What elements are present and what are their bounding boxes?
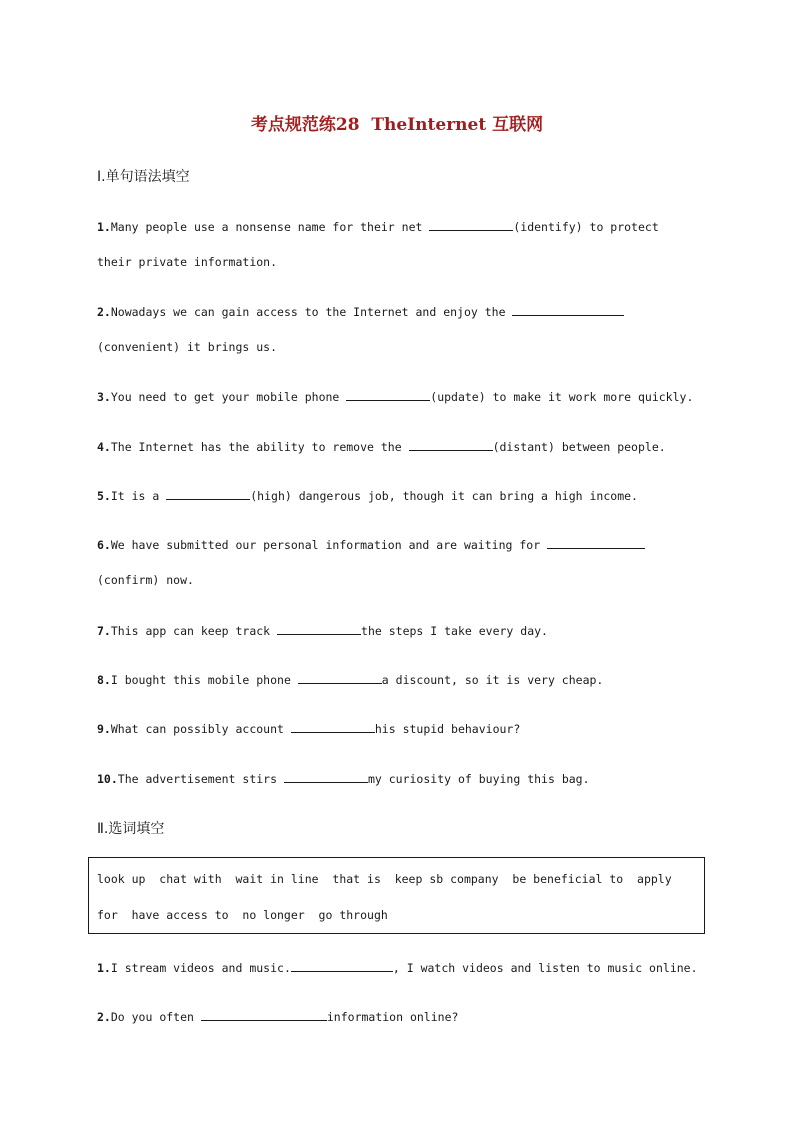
- page-title: 考点规范练28 TheInternet 互联网: [250, 115, 544, 135]
- question-number: 3.: [97, 390, 111, 404]
- question-number: 9.: [97, 722, 111, 736]
- question-7: 7.This app can keep track the steps I take every day.: [97, 624, 548, 638]
- question-number: 1.: [97, 961, 111, 975]
- question-number: 6.: [97, 538, 111, 552]
- question-10: 10.The advertisement stirs my curiosity of buying this bag.: [97, 772, 590, 786]
- question-number: 10.: [97, 772, 118, 786]
- question-2-continued: (convenient) it brings us.: [97, 340, 278, 354]
- question-number: 2.: [97, 305, 111, 319]
- question-number: 1.: [97, 220, 111, 234]
- section-heading-word-choice: Ⅱ.选词填空: [97, 821, 165, 837]
- question-4: 4.The Internet has the ability to remove the (distant) between people.: [97, 440, 666, 454]
- question-number: 8.: [97, 673, 111, 687]
- answer-blank[interactable]: [409, 439, 493, 451]
- word-bank-line-1: look up chat with wait in line that is keep sb company be beneficial to apply: [97, 872, 672, 886]
- answer-blank[interactable]: [277, 623, 361, 635]
- answer-blank[interactable]: [298, 672, 382, 684]
- answer-blank[interactable]: [284, 771, 368, 783]
- question-5: 5.It is a (high) dangerous job, though it can bring a high income.: [97, 489, 638, 503]
- question-number: 2.: [97, 1010, 111, 1024]
- question-9: 9.What can possibly account his stupid behaviour?: [97, 722, 521, 736]
- word-bank-line-2: for have access to no longer go through: [97, 908, 388, 922]
- answer-blank[interactable]: [166, 488, 250, 500]
- question-1-continued: their private information.: [97, 255, 278, 269]
- word-question-2: 2.Do you often information online?: [97, 1010, 459, 1024]
- answer-blank[interactable]: [291, 960, 393, 972]
- answer-blank[interactable]: [346, 389, 430, 401]
- question-8: 8.I bought this mobile phone a discount, so it is very cheap.: [97, 673, 604, 687]
- question-number: 4.: [97, 440, 111, 454]
- word-question-1: 1.I stream videos and music. , I watch videos and listen to music online.: [97, 961, 698, 975]
- answer-blank[interactable]: [547, 537, 645, 549]
- question-6-continued: (confirm) now.: [97, 573, 194, 587]
- question-2: 2.Nowadays we can gain access to the Internet and enjoy the: [97, 304, 624, 319]
- answer-blank[interactable]: [512, 304, 624, 316]
- question-6: 6.We have submitted our personal information and are waiting for: [97, 537, 645, 552]
- question-number: 5.: [97, 489, 111, 503]
- answer-blank[interactable]: [429, 219, 513, 231]
- answer-blank[interactable]: [291, 721, 375, 733]
- word-bank-box: [88, 857, 705, 934]
- question-number: 7.: [97, 624, 111, 638]
- answer-blank[interactable]: [201, 1009, 327, 1021]
- question-3: 3.You need to get your mobile phone (update) to make it work more quickly.: [97, 390, 694, 404]
- question-1: 1.Many people use a nonsense name for their net (identify) to protect: [97, 220, 659, 234]
- section-heading-grammar: Ⅰ.单句语法填空: [97, 169, 190, 185]
